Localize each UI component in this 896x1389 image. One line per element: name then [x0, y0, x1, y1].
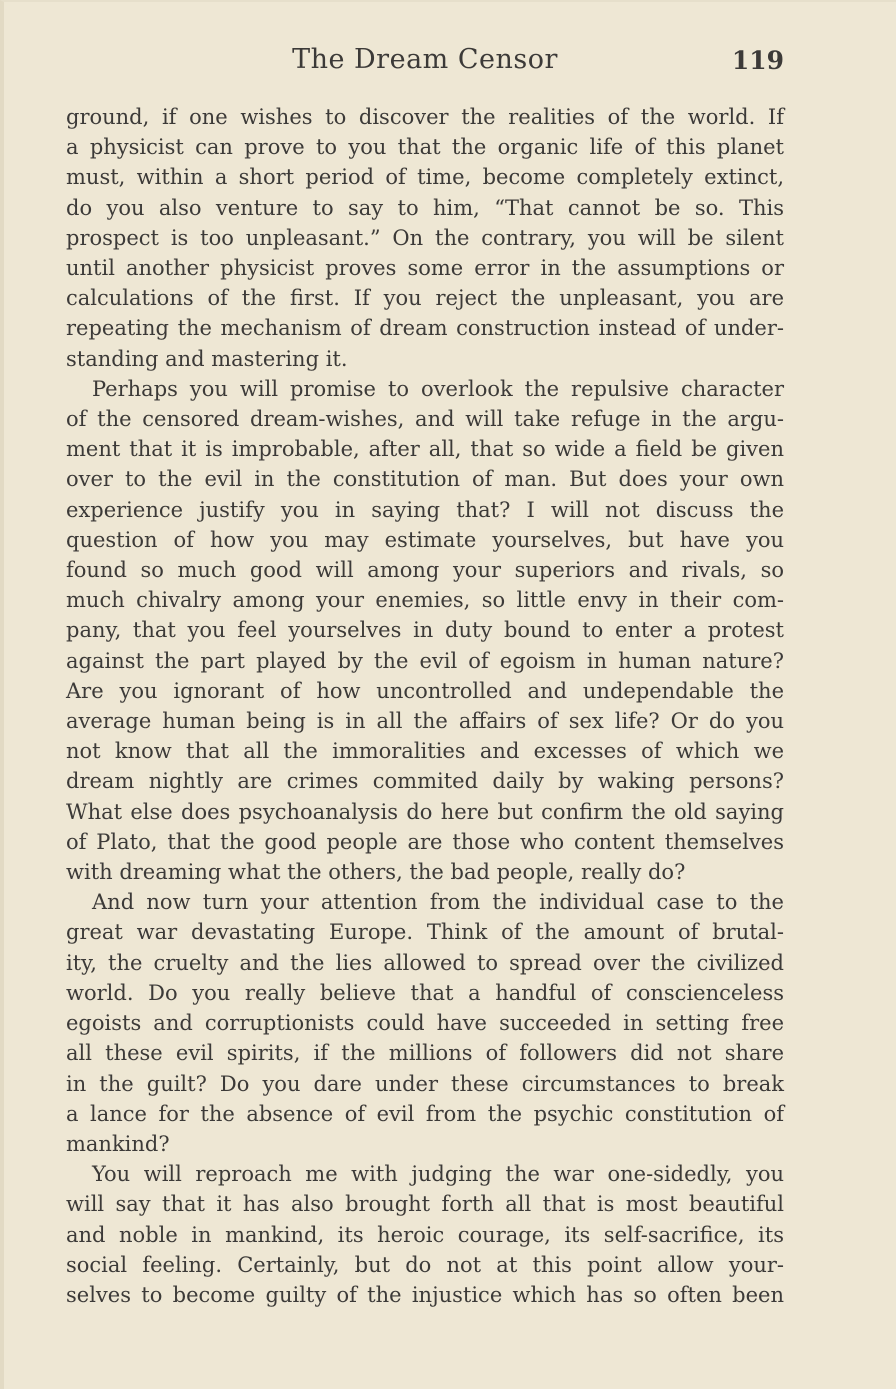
page-number: 119: [731, 46, 784, 75]
text-line: a physicist can prove to you that the organic life of this planet: [66, 135, 784, 160]
text-line: pany, that you feel yourselves in duty bound to enter a protest: [66, 618, 784, 643]
text-line: must, within a short period of time, become completely extinct,: [66, 165, 784, 190]
text-line: question of how you may estimate yourselves, but have you: [66, 527, 784, 552]
text-line: Are you ignorant of how uncontrolled and undependable the: [66, 678, 784, 703]
chapter-title: The Dream Censor: [292, 44, 558, 75]
text-line: much chivalry among your enemies, so little envy in their com-: [66, 588, 784, 613]
text-line: egoists and corruptionists could have succeeded in setting free: [66, 1011, 784, 1036]
text-line: and noble in mankind, its heroic courage, its self-sacrifice, its: [66, 1222, 784, 1247]
text-line: ity, the cruelty and the lies allowed to spread over the civilized: [66, 950, 784, 975]
paragraph: [66, 1159, 784, 1310]
text-line: social feeling. Certainly, but do not at this point allow your-: [66, 1252, 784, 1277]
text-line: world. Do you really believe that a handful of conscienceless: [66, 980, 784, 1005]
text-line: great war devastating Europe. Think of the amount of brutal-: [66, 920, 784, 945]
text-line: against the part played by the evil of egoism in human nature?: [66, 648, 784, 673]
text-line: found so much good will among your superiors and rivals, so: [66, 558, 784, 583]
text-line: average human being is in all the affairs of sex life? Or do you: [66, 709, 784, 734]
paragraph: [66, 887, 784, 1159]
text-line: do you also venture to say to him, “That cannot be so. This: [66, 195, 784, 220]
text-line: And now turn your attention from the individual case to the: [92, 890, 784, 915]
text-line: standing and mastering it.: [66, 346, 348, 371]
text-line: will say that it has also brought forth all that is most beautiful: [66, 1192, 784, 1217]
text-line: What else does psychoanalysis do here but confirm the old saying: [66, 799, 784, 824]
text-line: all these evil spirits, if the millions of followers did not share: [66, 1041, 784, 1066]
text-line: not know that all the immoralities and excesses of which we: [66, 739, 784, 764]
running-head: [66, 44, 784, 84]
text-line: of Plato, that the good people are those who content themselves: [66, 829, 784, 854]
text-line: experience justify you in saying that? I will not discuss the: [66, 497, 784, 522]
text-line: prospect is too unpleasant.” On the contrary, you will be silent: [66, 225, 784, 250]
text-line: a lance for the absence of evil from the psychic constitution of: [66, 1101, 784, 1126]
text-line: until another physicist proves some error in the assumptions or: [66, 256, 784, 281]
text-line: repeating the mechanism of dream construction instead of under-: [66, 316, 784, 341]
text-line: You will reproach me with judging the war one-sidedly, you: [92, 1162, 784, 1187]
text-line: mankind?: [66, 1131, 170, 1156]
text-line: of the censored dream-wishes, and will take refuge in the argu-: [66, 407, 784, 432]
text-line: selves to become guilty of the injustice which has so often been: [66, 1282, 784, 1307]
text-line: in the guilt? Do you dare under these circumstances to break: [66, 1071, 784, 1096]
paragraph: [66, 374, 784, 887]
paragraph: [66, 102, 784, 374]
text-line: over to the evil in the constitution of man. But does your own: [66, 467, 784, 492]
text-line: Perhaps you will promise to overlook the repulsive character: [92, 376, 784, 401]
text-line: with dreaming what the others, the bad people, really do?: [66, 860, 686, 885]
text-line: dream nightly are crimes commited daily by waking persons?: [66, 769, 784, 794]
text-line: ment that it is improbable, after all, that so wide a field be given: [66, 437, 784, 462]
text-line: calculations of the first. If you reject the unpleasant, you are: [66, 286, 784, 311]
body-text: [66, 102, 784, 1310]
text-line: ground, if one wishes to discover the realities of the world. If: [66, 105, 784, 129]
